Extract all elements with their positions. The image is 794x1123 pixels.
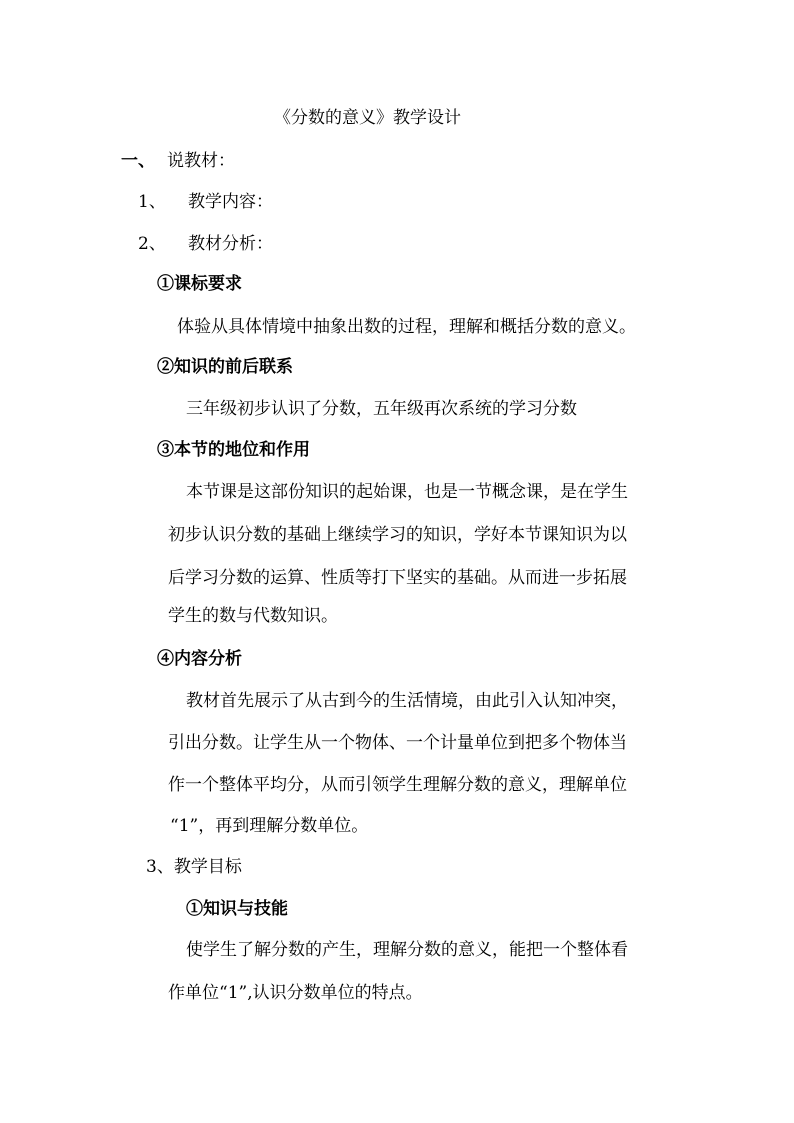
paragraph-role-line: 初步认识分数的基础上继续学习的知识，学好本节课知识为以: [168, 525, 627, 545]
sub-heading-role: ③本节的地位和作用: [157, 440, 310, 460]
item-text-3: 3、教学目标: [146, 857, 242, 877]
item-number-1: 1、: [138, 192, 166, 212]
paragraph-role-line: 学生的数与代数知识。: [168, 606, 338, 626]
paragraph-goal-line: 作单位“1”,认识分数单位的特点。: [168, 983, 423, 1003]
section-heading: 说教材：: [167, 151, 235, 171]
paragraph-content-line: 作一个整体平均分，从而引领学生理解分数的意义，理解单位: [168, 775, 627, 795]
sub-heading-connections: ②知识的前后联系: [157, 357, 293, 377]
section-number: 一、: [121, 151, 155, 171]
sub-heading-knowledge-skills: ①知识与技能: [186, 899, 288, 919]
paragraph-connections: 三年级初步认识了分数，五年级再次系统的学习分数: [186, 399, 577, 419]
paragraph-content-line: 引出分数。让学生从一个物体、一个计量单位到把多个物体当: [168, 733, 627, 753]
sub-heading-curriculum: ①课标要求: [157, 274, 242, 294]
paragraph-content-line: “1”，再到理解分数单位。: [170, 816, 369, 836]
document-title: 《分数的意义》教学设计: [274, 108, 461, 128]
paragraph-role-line: 后学习分数的运算、性质等打下坚实的基础。从而进一步拓展: [168, 568, 627, 588]
paragraph-content-line: 教材首先展示了从古到今的生活情境，由此引入认知冲突，: [186, 691, 628, 711]
paragraph-role-line: 本节课是这部份知识的起始课，也是一节概念课，是在学生: [186, 482, 628, 502]
sub-heading-content: ④内容分析: [157, 649, 242, 669]
item-text-1: 教学内容：: [188, 192, 273, 212]
paragraph-goal-line: 使学生了解分数的产生，理解分数的意义，能把一个整体看: [186, 940, 628, 960]
paragraph-curriculum: 体验从具体情境中抽象出数的过程，理解和概括分数的意义。: [177, 317, 636, 337]
item-text-2: 教材分析：: [188, 234, 273, 254]
item-number-2: 2、: [138, 234, 166, 254]
